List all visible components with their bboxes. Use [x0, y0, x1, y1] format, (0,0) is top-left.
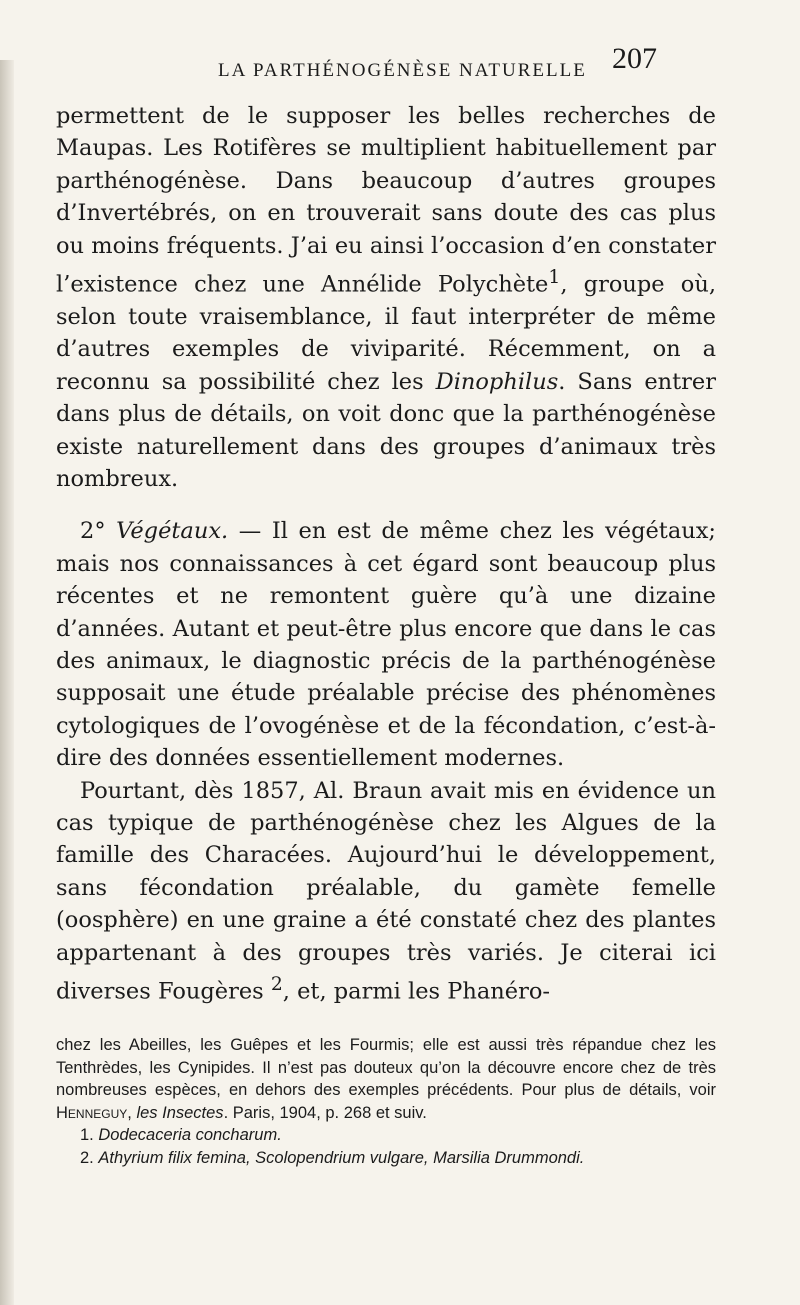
paragraph-1-text-a: permettent de le supposer les belles recherches de Maupas. Les Rotifères se multiplient habituellement par parthénogénèse. Dans beaucoup d’autres groupes d’Invertébrés, on en trouverait sans doute des cas plus ou moins fréquents. J’ai eu ainsi l’occasion d’en constater l’existence chez une Annélide Polychète: [56, 103, 716, 298]
footnote-continuation-text: chez les Abeilles, les Guêpes et les Fourmis; elle est aussi très répandue chez les Tenthrèdes, les Cynipides. Il n’est pas douteux qu’on la découvre encore chez de très nombreuses espèces, en dehors des exemples précédents. Pour plus de détails, voir: [56, 1036, 716, 1099]
footnote-book-title: les Insectes: [136, 1103, 224, 1122]
footnote-2-number: 2.: [80, 1148, 94, 1167]
paragraph-3-text-a: Pourtant, dès 1857, Al. Braun avait mis en évidence un cas typique de parthénogénèse chez les Algues de la famille des Characées. Aujourd’hui le développement, sans fécondation préalable, du gamète femelle (oosphère) en une graine a été constaté chez des plantes appartenant à des groupes très variés. Je citerai ici diverses Fougères: [56, 777, 716, 1005]
paragraph-3: [56, 775, 716, 1008]
footnote-2: [56, 1147, 716, 1170]
footnote-1: [56, 1124, 716, 1147]
footnote-continuation: [56, 1034, 716, 1124]
paragraph-1: [56, 100, 716, 495]
paragraph-1-text-b: , groupe où, selon toute vraisemblance, il faut interpréter de même d’autres exemples de viviparité. Récemment, on a reconnu sa possibilité chez les: [56, 271, 716, 395]
footnote-author: Henneguy: [56, 1103, 128, 1122]
main-text: [56, 100, 716, 1008]
footnote-ref-1: 1: [548, 267, 561, 289]
paragraph-3-text-b: , et, parmi les Phanéro-: [282, 978, 550, 1005]
paragraph-2: [56, 515, 716, 774]
section-heading: Végétaux.: [116, 518, 229, 545]
running-title: LA PARTHÉNOGÉNÈSE NATURELLE: [218, 60, 587, 81]
footnote-ref-2: 2: [270, 974, 283, 996]
paragraph-1-text-c: . Sans entrer dans plus de détails, on voit donc que la parthénogénèse existe naturellement dans des groupes d’animaux très nombreux.: [56, 368, 716, 492]
footnote-1-text: Dodecaceria concharum.: [98, 1126, 282, 1144]
page-gutter-shadow: [0, 60, 14, 1305]
page-number: 207: [612, 42, 657, 75]
footnote-separator: ,: [127, 1103, 137, 1122]
page-header: [0, 42, 800, 92]
genus-name: Dinophilus: [435, 368, 559, 395]
footnote-1-number: 1.: [80, 1126, 94, 1144]
footnote-2-text: Athyrium filix femina, Scolopendrium vulgare, Marsilia Drummondi.: [98, 1148, 585, 1167]
footnotes: [56, 1034, 716, 1169]
paragraph-2-text: — Il en est de même chez les végétaux; mais nos connaissances à cet égard sont beaucoup plus récentes et ne remontent guère qu’à une dizaine d’années. Autant et peut-être plus encore que dans le cas des animaux, le diagnostic précis de la parthénogénèse supposait une étude préalable précise des phénomènes cytologiques de l’ovogénèse et de la fécondation, c’est-à-dire des données essentiellement modernes.: [56, 518, 717, 772]
section-number: 2°: [80, 518, 106, 545]
footnote-citation: . Paris, 1904, p. 268 et suiv.: [223, 1103, 427, 1122]
